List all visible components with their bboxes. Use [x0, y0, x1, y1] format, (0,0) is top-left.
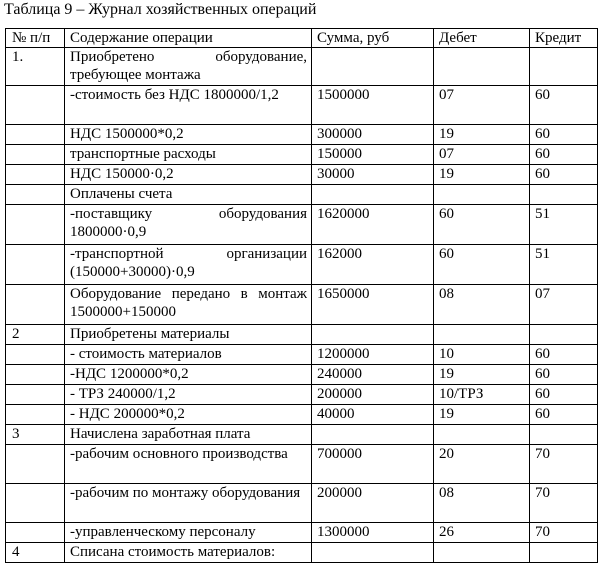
table-row	[6, 445, 598, 484]
row-number	[6, 145, 65, 165]
operation-credit: 60	[530, 125, 598, 145]
row-number	[6, 185, 65, 205]
table-row	[6, 285, 598, 325]
operation-description: Оборудование передано в монтаж 1500000+150000	[65, 285, 312, 325]
operation-credit: 60	[530, 345, 598, 365]
operation-debit	[434, 325, 530, 345]
header-debit: Дебет	[434, 29, 530, 48]
table-row	[6, 523, 598, 543]
operation-description: Приобретены материалы	[65, 325, 312, 345]
operation-sum: 200000	[312, 484, 434, 523]
operation-credit	[530, 48, 598, 86]
table-row	[6, 48, 598, 86]
row-number	[6, 285, 65, 325]
operation-sum: 1300000	[312, 523, 434, 543]
operation-sum: 1650000	[312, 285, 434, 325]
operation-sum: 40000	[312, 405, 434, 425]
operation-debit: 08	[434, 285, 530, 325]
table-row	[6, 425, 598, 445]
operation-debit: 60	[434, 205, 530, 245]
operation-description: -рабочим основного производства	[65, 445, 312, 484]
operation-sum	[312, 48, 434, 86]
operation-description: -управленческому персоналу	[65, 523, 312, 543]
row-number	[6, 405, 65, 425]
table-caption: Таблица 9 – Журнал хозяйственных операций	[4, 1, 317, 18]
operation-sum: 1620000	[312, 205, 434, 245]
operation-credit: 60	[530, 86, 598, 125]
operation-debit: 10	[434, 345, 530, 365]
operation-debit: 19	[434, 405, 530, 425]
operation-description: транспортные расходы	[65, 145, 312, 165]
operations-journal-table	[5, 28, 598, 563]
operation-description: Списана стоимость материалов:	[65, 543, 312, 563]
operation-credit: 60	[530, 165, 598, 185]
operation-credit: 51	[530, 245, 598, 285]
operation-credit	[530, 543, 598, 563]
operation-debit	[434, 48, 530, 86]
row-number	[6, 385, 65, 405]
operation-sum: 150000	[312, 145, 434, 165]
operation-sum: 300000	[312, 125, 434, 145]
operation-credit: 51	[530, 205, 598, 245]
table-row	[6, 145, 598, 165]
table-header-row	[6, 29, 598, 48]
operation-credit: 60	[530, 145, 598, 165]
operation-debit: 10/ТРЗ	[434, 385, 530, 405]
row-number	[6, 245, 65, 285]
table-row	[6, 325, 598, 345]
row-number	[6, 365, 65, 385]
row-number	[6, 86, 65, 125]
operation-sum	[312, 185, 434, 205]
table-row	[6, 165, 598, 185]
operation-sum: 1500000	[312, 86, 434, 125]
operation-description: -рабочим по монтажу оборудования	[65, 484, 312, 523]
operation-debit: 60	[434, 245, 530, 285]
operation-description: -стоимость без НДС 1800000/1,2	[65, 86, 312, 125]
operation-debit	[434, 425, 530, 445]
table-row	[6, 385, 598, 405]
operation-description: Начислена заработная плата	[65, 425, 312, 445]
table-row	[6, 185, 598, 205]
row-number: 3	[6, 425, 65, 445]
operation-sum: 240000	[312, 365, 434, 385]
operation-debit: 19	[434, 165, 530, 185]
operation-description: НДС 150000·0,2	[65, 165, 312, 185]
operation-credit	[530, 425, 598, 445]
operation-debit: 08	[434, 484, 530, 523]
row-number	[6, 205, 65, 245]
operation-sum: 200000	[312, 385, 434, 405]
operation-credit: 07	[530, 285, 598, 325]
operation-credit	[530, 325, 598, 345]
operation-sum: 700000	[312, 445, 434, 484]
row-number: 4	[6, 543, 65, 563]
table-row	[6, 205, 598, 245]
operation-debit: 07	[434, 86, 530, 125]
operation-debit	[434, 185, 530, 205]
operation-sum: 162000	[312, 245, 434, 285]
operation-description: НДС 1500000*0,2	[65, 125, 312, 145]
operation-description: Приобретено оборудование, требующее монтажа	[65, 48, 312, 86]
row-number	[6, 445, 65, 484]
operation-credit	[530, 185, 598, 205]
operation-credit: 70	[530, 523, 598, 543]
row-number	[6, 484, 65, 523]
table-row	[6, 365, 598, 385]
table-row	[6, 86, 598, 125]
header-sum: Сумма, руб	[312, 29, 434, 48]
operation-sum	[312, 325, 434, 345]
row-number	[6, 165, 65, 185]
operation-sum	[312, 543, 434, 563]
operation-credit: 70	[530, 445, 598, 484]
row-number	[6, 345, 65, 365]
operation-debit: 19	[434, 125, 530, 145]
row-number: 2	[6, 325, 65, 345]
table-row	[6, 543, 598, 563]
operation-description: Оплачены счета	[65, 185, 312, 205]
operation-credit: 60	[530, 365, 598, 385]
operation-description: -поставщику оборудования 1800000·0,9	[65, 205, 312, 245]
header-description: Содержание операции	[65, 29, 312, 48]
operation-credit: 70	[530, 484, 598, 523]
operation-credit: 60	[530, 385, 598, 405]
table-row	[6, 484, 598, 523]
table-row	[6, 245, 598, 285]
operation-description: - стоимость материалов	[65, 345, 312, 365]
row-number	[6, 523, 65, 543]
operation-description: -НДС 1200000*0,2	[65, 365, 312, 385]
operation-debit: 07	[434, 145, 530, 165]
operation-description: - ТРЗ 240000/1,2	[65, 385, 312, 405]
table-row	[6, 345, 598, 365]
table-row	[6, 405, 598, 425]
operation-debit: 26	[434, 523, 530, 543]
operation-debit: 19	[434, 365, 530, 385]
operation-credit: 60	[530, 405, 598, 425]
operation-description: -транспортной организации (150000+30000)·0,9	[65, 245, 312, 285]
operation-sum	[312, 425, 434, 445]
operation-sum: 30000	[312, 165, 434, 185]
header-number: № п/п	[6, 29, 65, 48]
operation-debit: 20	[434, 445, 530, 484]
table-row	[6, 125, 598, 145]
row-number: 1.	[6, 48, 65, 86]
operation-sum: 1200000	[312, 345, 434, 365]
operation-debit	[434, 543, 530, 563]
operation-description: - НДС 200000*0,2	[65, 405, 312, 425]
header-credit: Кредит	[530, 29, 598, 48]
row-number	[6, 125, 65, 145]
